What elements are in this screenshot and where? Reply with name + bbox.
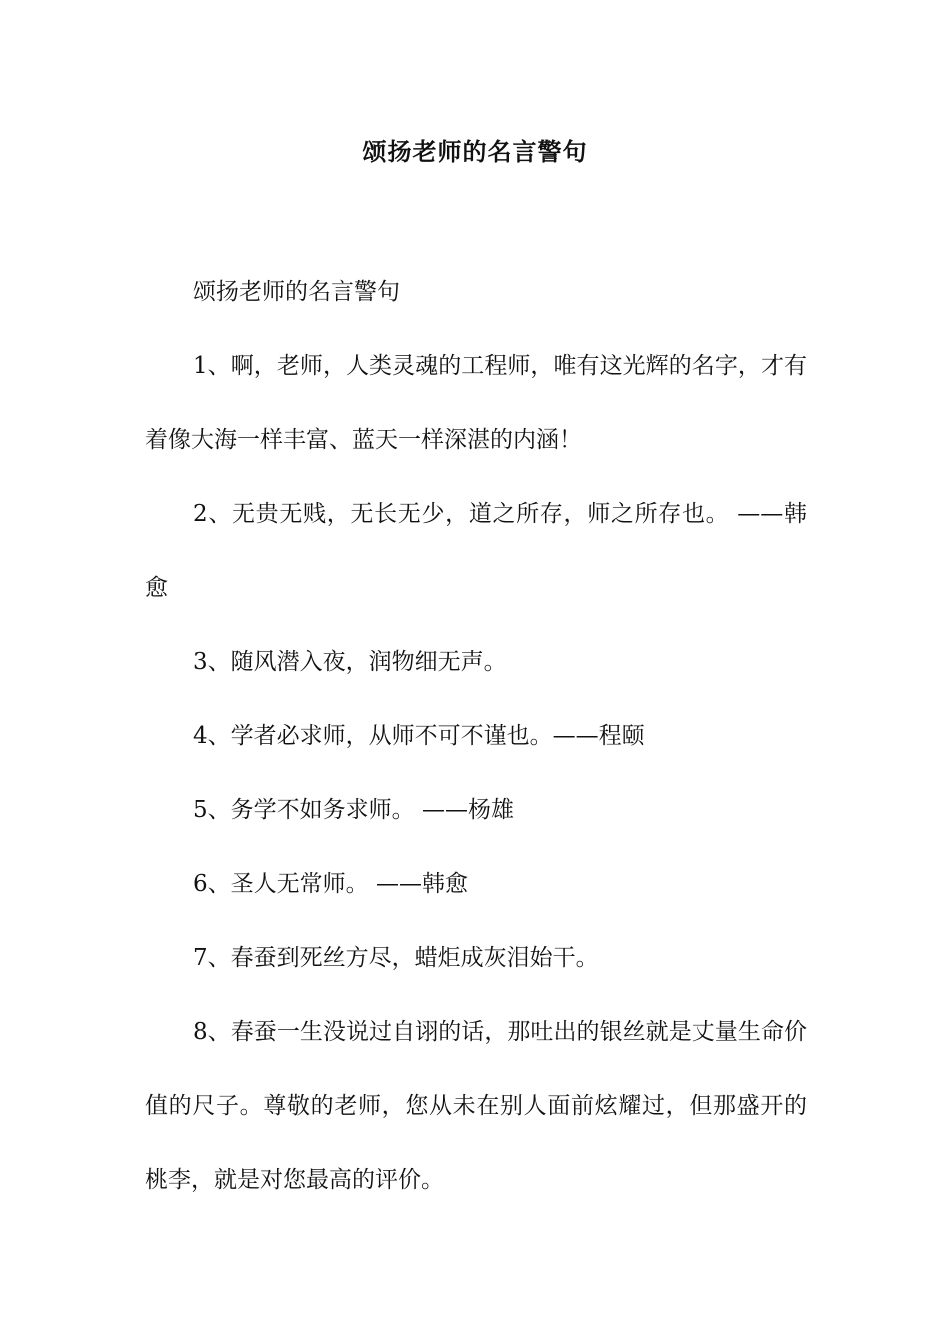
document-title: 颂扬老师的名言警句 [362,137,588,166]
quote-paragraph-2: 2、无贵无贱，无长无少，道之所存，师之所存也。 ——韩愈 [145,501,807,601]
quote-paragraph-4: 4、学者必求师，从师不可不谨也。——程颐 [193,723,645,749]
subtitle-paragraph: 颂扬老师的名言警句 [193,279,400,305]
quote-paragraph-8: 8、春蚕一生没说过自诩的话，那吐出的银丝就是丈量生命价值的尺子。尊敬的老师，您从未在别人面前炫耀过，但那盛开的桃李，就是对您最高的评价。 [145,1019,807,1193]
document-body [145,255,807,1217]
quote-paragraph-7: 7、春蚕到死丝方尽，蜡炬成灰泪始干。 [193,945,599,971]
quote-paragraph-6: 6、圣人无常师。 ——韩愈 [193,871,468,897]
quote-paragraph-1: 1、啊，老师，人类灵魂的工程师，唯有这光辉的名字，才有着像大海一样丰富、蓝天一样深湛的内涵！ [145,353,807,453]
quote-paragraph-5: 5、务学不如务求师。 ——杨雄 [193,797,514,823]
quote-paragraph-3: 3、随风潜入夜，润物细无声。 [193,649,507,675]
